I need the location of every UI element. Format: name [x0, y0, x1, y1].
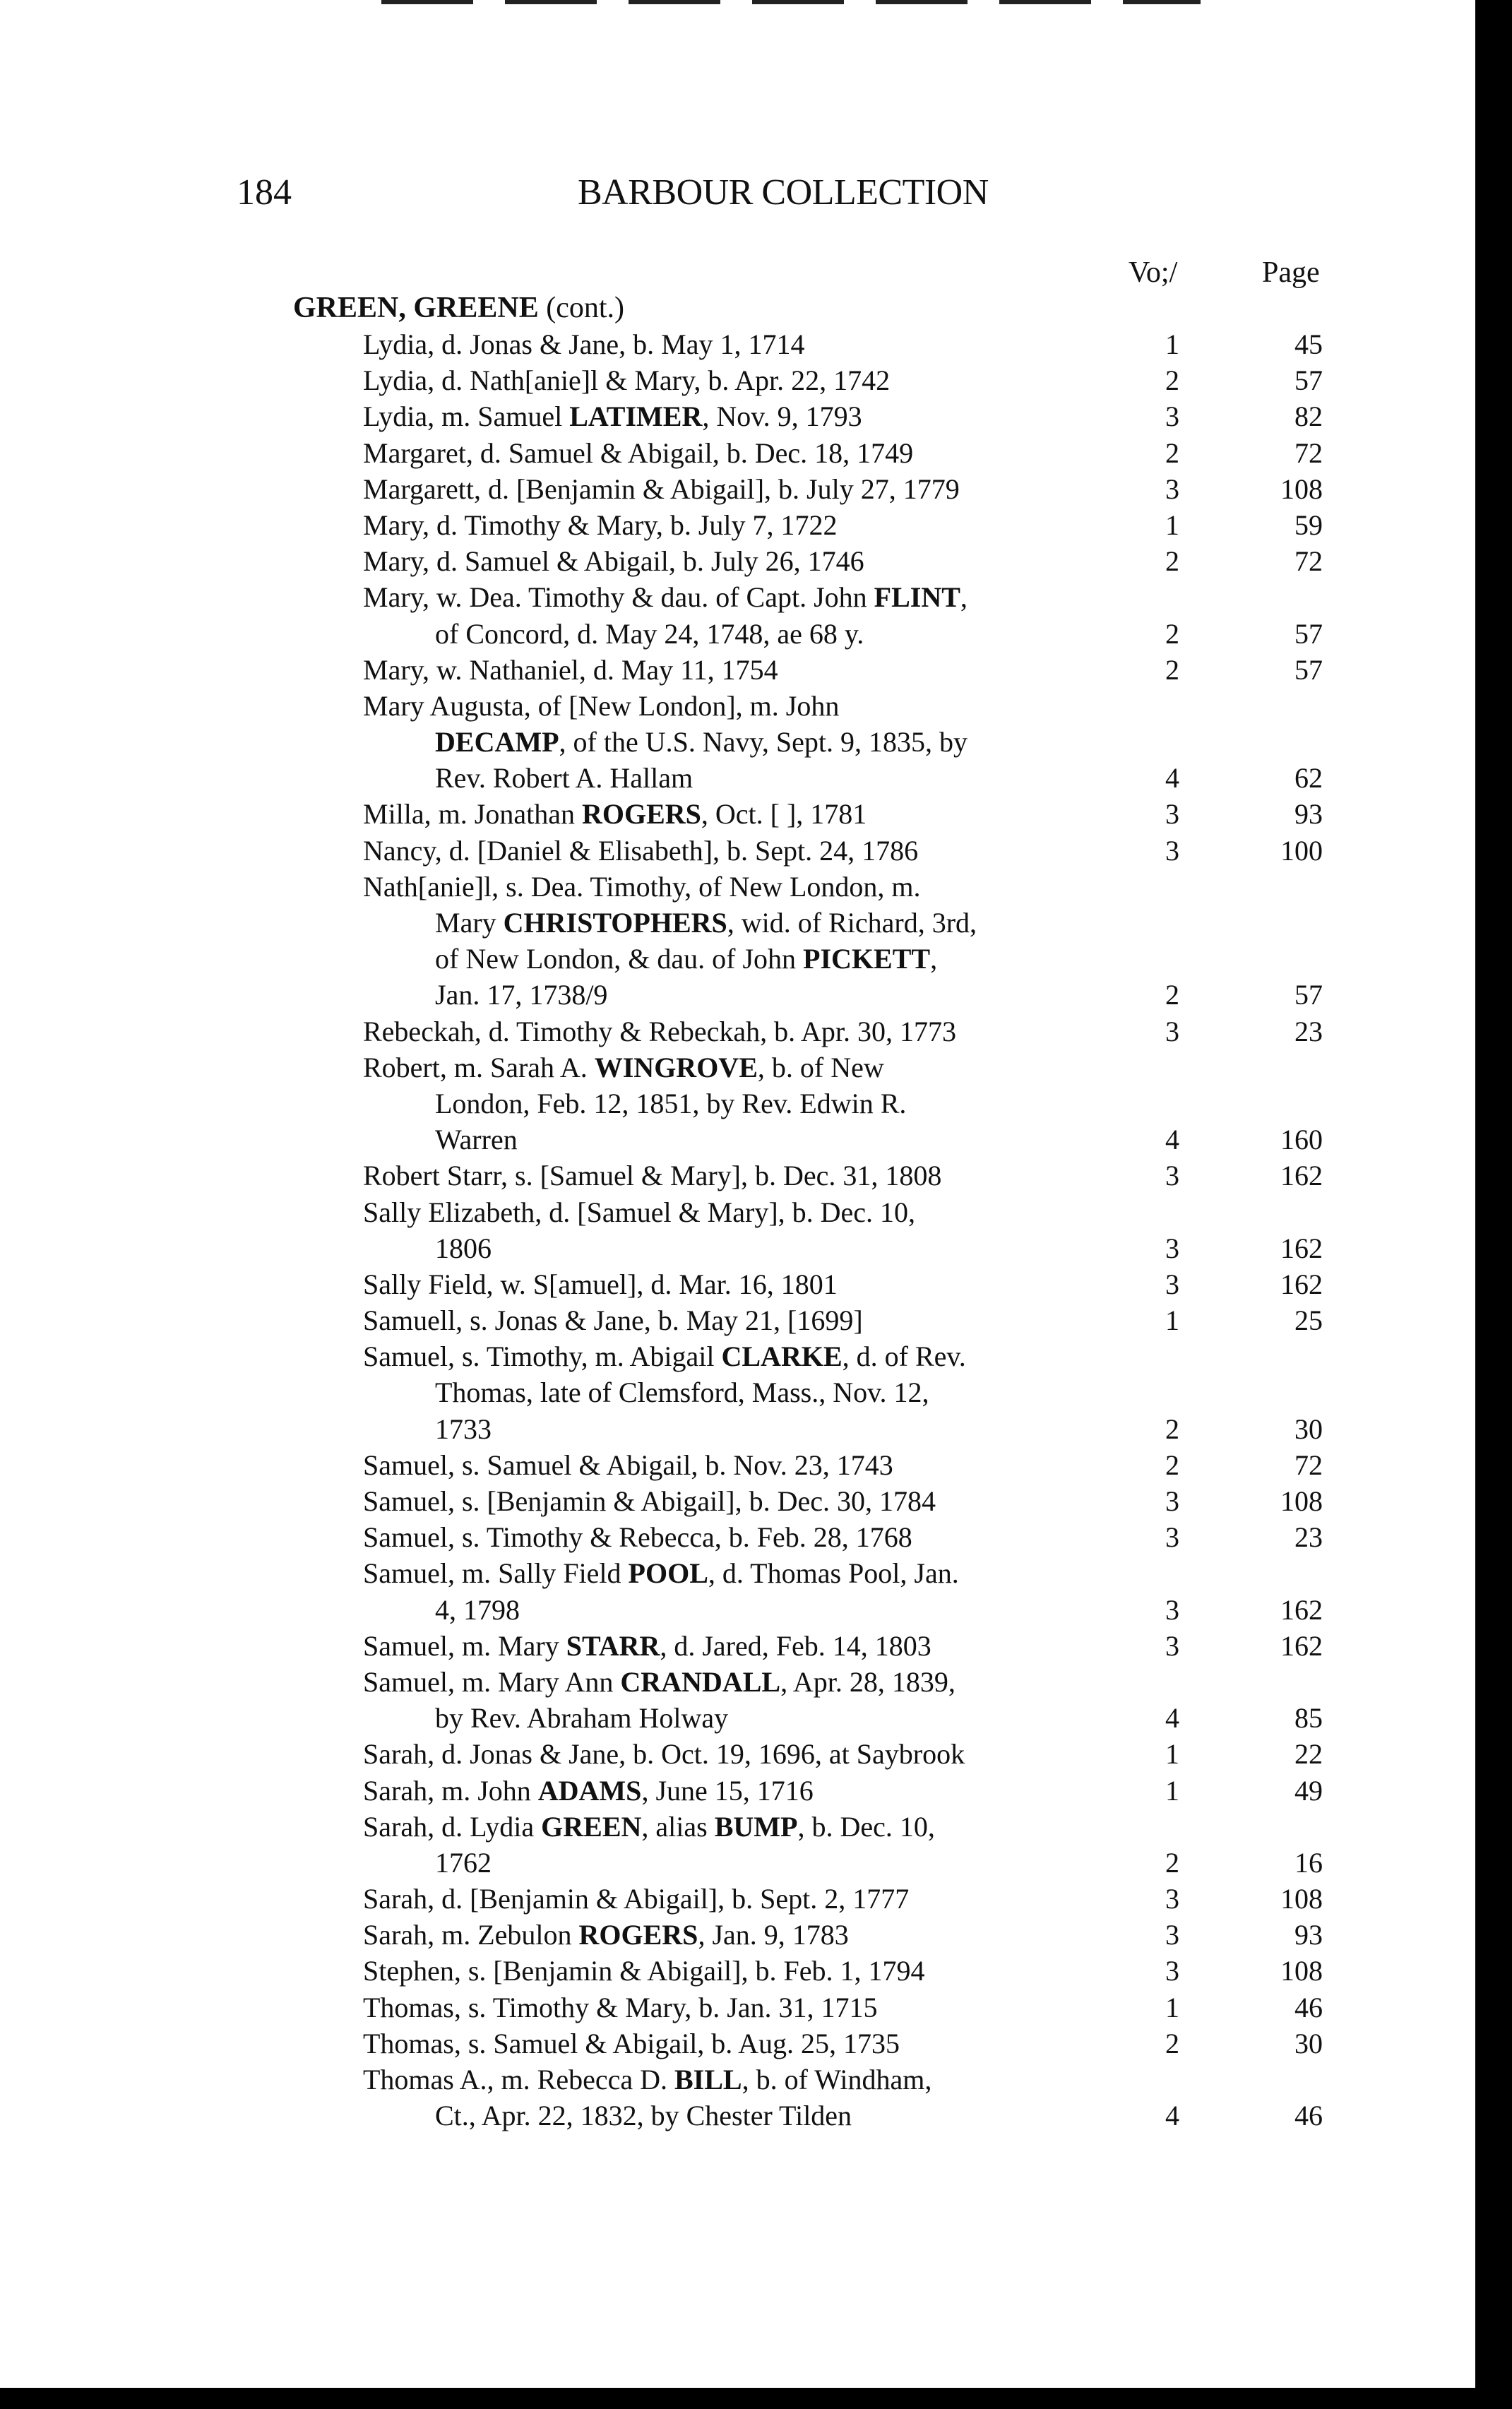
entry-row — [0, 1266, 1512, 1302]
entry-page: 100 — [1280, 834, 1323, 867]
entry-continuation-row — [0, 977, 1512, 1013]
entry-volume: 1 — [1165, 1774, 1179, 1807]
entry-continuation-row — [0, 1374, 1512, 1410]
entry-page: 108 — [1280, 1955, 1323, 1987]
entry-row — [0, 1013, 1512, 1049]
entry-page: 23 — [1294, 1521, 1323, 1554]
surname-name: GREEN, GREENE — [293, 292, 539, 324]
entry-volume: 3 — [1165, 400, 1179, 433]
entry-text: London, Feb. 12, 1851, by Rev. Edwin R. — [435, 1087, 907, 1119]
entry-text: Samuel, s. Timothy & Rebecca, b. Feb. 28, 1768 — [363, 1521, 912, 1554]
entry-row — [0, 688, 1512, 724]
entry-text: Mary CHRISTOPHERS, wid. of Richard, 3rd, — [435, 907, 977, 939]
entry-row — [0, 1194, 1512, 1230]
entry-row — [0, 833, 1512, 869]
entry-row — [0, 326, 1512, 362]
entry-page: 57 — [1294, 617, 1323, 650]
entry-page: 82 — [1294, 400, 1323, 433]
entry-continuation-row — [0, 760, 1512, 796]
entry-continuation-row — [0, 1592, 1512, 1628]
entry-text: Sally Elizabeth, d. [Samuel & Mary], b. Dec. 10, — [363, 1196, 916, 1228]
entry-text: Thomas, s. Timothy & Mary, b. Jan. 31, 1715 — [363, 1991, 878, 2023]
entry-row — [0, 2062, 1512, 2098]
entry-volume: 3 — [1165, 472, 1179, 505]
entry-page: 30 — [1294, 2027, 1323, 2059]
entry-page: 16 — [1294, 1846, 1323, 1879]
entry-volume: 4 — [1165, 762, 1179, 795]
surname-suffix: (cont.) — [538, 292, 625, 324]
entry-text: Sally Field, w. S[amuel], d. Mar. 16, 1801 — [363, 1268, 838, 1300]
entry-page: 162 — [1280, 1160, 1323, 1192]
entries-list — [0, 326, 1512, 2134]
entry-text: Thomas, late of Clemsford, Mass., Nov. 12, — [435, 1376, 929, 1409]
entry-text: 4, 1798 — [435, 1593, 520, 1626]
entry-volume: 4 — [1165, 2100, 1179, 2132]
entry-text: Rev. Robert A. Hallam — [435, 762, 694, 795]
entry-row — [0, 1809, 1512, 1845]
entry-text: Sarah, d. Lydia GREEN, alias BUMP, b. Dec. 10, — [363, 1810, 935, 1843]
entry-continuation-row — [0, 616, 1512, 652]
entry-continuation-row — [0, 724, 1512, 760]
entry-row — [0, 1989, 1512, 2026]
entry-page: 59 — [1294, 508, 1323, 541]
entry-page: 30 — [1294, 1412, 1323, 1445]
entry-text: Warren — [435, 1124, 518, 1156]
entry-text: Robert Starr, s. [Samuel & Mary], b. Dec. 31, 1808 — [363, 1160, 942, 1192]
entry-text: Jan. 17, 1738/9 — [435, 979, 608, 1011]
entry-text: Thomas A., m. Rebecca D. BILL, b. of Windham, — [363, 2064, 932, 2095]
entry-volume: 1 — [1165, 508, 1179, 541]
surname-heading — [293, 291, 624, 325]
entry-row — [0, 796, 1512, 832]
entry-continuation-row — [0, 941, 1512, 977]
entry-volume: 3 — [1165, 1883, 1179, 1915]
entry-volume: 1 — [1165, 1991, 1179, 2023]
entry-text: DECAMP, of the U.S. Navy, Sept. 9, 1835, by — [435, 726, 968, 759]
entry-text: Lydia, d. Nath[anie]l & Mary, b. Apr. 22, 1742 — [363, 364, 891, 397]
entry-volume: 2 — [1165, 653, 1179, 686]
entry-row — [0, 1664, 1512, 1700]
entry-text: Margarett, d. [Benjamin & Abigail], b. July 27, 1779 — [363, 472, 960, 505]
entry-text: Samuel, m. Sally Field POOL, d. Thomas Pool, Jan. — [363, 1557, 959, 1590]
entry-text: Samuel, s. [Benjamin & Abigail], b. Dec. 30, 1784 — [363, 1485, 936, 1517]
entry-text: of New London, & dau. of John PICKETT, — [435, 943, 938, 975]
entry-text: of Concord, d. May 24, 1748, ae 68 y. — [435, 617, 864, 650]
entry-row — [0, 362, 1512, 398]
entry-row — [0, 1483, 1512, 1519]
entry-volume: 1 — [1165, 1738, 1179, 1771]
entry-continuation-row — [0, 1411, 1512, 1447]
entry-text: 1806 — [435, 1232, 492, 1264]
entry-continuation-row — [0, 1700, 1512, 1736]
entry-volume: 2 — [1165, 1412, 1179, 1445]
entry-text: Thomas, s. Samuel & Abigail, b. Aug. 25, 1735 — [363, 2027, 900, 2059]
entry-row — [0, 1158, 1512, 1194]
entry-row — [0, 435, 1512, 471]
entry-row — [0, 1917, 1512, 1953]
entry-continuation-row — [0, 1845, 1512, 1881]
entry-volume: 3 — [1165, 1955, 1179, 1987]
entry-page: 162 — [1280, 1268, 1323, 1300]
entry-continuation-row — [0, 2098, 1512, 2134]
entry-text: Nancy, d. [Daniel & Elisabeth], b. Sept. 24, 1786 — [363, 834, 919, 867]
entry-text: Mary, d. Timothy & Mary, b. July 7, 1722 — [363, 508, 838, 541]
entry-page: 72 — [1294, 1449, 1323, 1481]
entry-page: 162 — [1280, 1629, 1323, 1662]
entry-page: 22 — [1294, 1738, 1323, 1771]
entry-volume: 2 — [1165, 1449, 1179, 1481]
entry-page: 93 — [1294, 798, 1323, 831]
entry-continuation-row — [0, 905, 1512, 941]
entry-volume: 3 — [1165, 1521, 1179, 1554]
entry-row — [0, 1881, 1512, 1917]
entry-page: 25 — [1294, 1304, 1323, 1337]
page-number: 184 — [237, 172, 292, 213]
entry-page: 162 — [1280, 1232, 1323, 1264]
entry-page: 85 — [1294, 1702, 1323, 1735]
entry-continuation-row — [0, 1230, 1512, 1266]
entry-text: Sarah, d. Jonas & Jane, b. Oct. 19, 1696, at Saybrook — [363, 1738, 965, 1771]
entry-text: Mary, w. Dea. Timothy & dau. of Capt. John FLINT, — [363, 581, 968, 614]
entry-row — [0, 1628, 1512, 1664]
entry-row — [0, 1519, 1512, 1555]
entry-volume: 3 — [1165, 1160, 1179, 1192]
entry-text: Mary Augusta, of [New London], m. John — [363, 689, 840, 722]
entry-text: Nath[anie]l, s. Dea. Timothy, of New London, m. — [363, 870, 921, 903]
entry-volume: 1 — [1165, 1304, 1179, 1337]
entry-text: Milla, m. Jonathan ROGERS, Oct. [ ], 1781 — [363, 798, 867, 831]
page-column-header: Page — [1262, 256, 1320, 289]
entry-page: 23 — [1294, 1015, 1323, 1047]
entry-row — [0, 869, 1512, 905]
entry-text: by Rev. Abraham Holway — [435, 1702, 729, 1735]
entry-volume: 2 — [1165, 1846, 1179, 1879]
entry-text: Stephen, s. [Benjamin & Abigail], b. Feb. 1, 1794 — [363, 1955, 925, 1987]
entry-page: 93 — [1294, 1919, 1323, 1951]
entry-text: Samuel, s. Timothy, m. Abigail CLARKE, d. of Rev. — [363, 1340, 966, 1373]
entry-row — [0, 1736, 1512, 1772]
entry-continuation-row — [0, 1085, 1512, 1122]
entry-row — [0, 1447, 1512, 1483]
entry-volume: 2 — [1165, 436, 1179, 469]
entry-volume: 2 — [1165, 545, 1179, 578]
entry-page: 57 — [1294, 979, 1323, 1011]
entry-text: 1733 — [435, 1412, 492, 1445]
entry-page: 72 — [1294, 545, 1323, 578]
entry-text: Ct., Apr. 22, 1832, by Chester Tilden — [435, 2100, 852, 2132]
entry-row — [0, 1953, 1512, 1989]
entry-page: 57 — [1294, 364, 1323, 397]
entry-volume: 2 — [1165, 617, 1179, 650]
entry-volume: 3 — [1165, 1593, 1179, 1626]
entry-row — [0, 471, 1512, 507]
entry-page: 108 — [1280, 472, 1323, 505]
entry-volume: 2 — [1165, 364, 1179, 397]
entry-row — [0, 398, 1512, 434]
entry-page: 45 — [1294, 328, 1323, 360]
entry-volume: 3 — [1165, 1015, 1179, 1047]
entry-text: Lydia, d. Jonas & Jane, b. May 1, 1714 — [363, 328, 805, 360]
entry-row — [0, 1555, 1512, 1591]
entry-page: 160 — [1280, 1124, 1323, 1156]
entry-text: Sarah, m. John ADAMS, June 15, 1716 — [363, 1774, 814, 1807]
entry-text: Samuel, m. Mary Ann CRANDALL, Apr. 28, 1839, — [363, 1665, 956, 1698]
entry-volume: 4 — [1165, 1702, 1179, 1735]
entry-volume: 3 — [1165, 1919, 1179, 1951]
entry-volume: 3 — [1165, 1268, 1179, 1300]
volume-column-header: Vo;/ — [1129, 256, 1178, 289]
entry-row — [0, 652, 1512, 688]
entry-page: 62 — [1294, 762, 1323, 795]
entry-row — [0, 1302, 1512, 1338]
entry-row — [0, 579, 1512, 615]
entry-volume: 4 — [1165, 1124, 1179, 1156]
entry-volume: 3 — [1165, 1485, 1179, 1517]
entry-continuation-row — [0, 1122, 1512, 1158]
entry-row — [0, 1773, 1512, 1809]
entry-page: 72 — [1294, 436, 1323, 469]
entry-page: 162 — [1280, 1593, 1323, 1626]
entry-text: Samuell, s. Jonas & Jane, b. May 21, [1699] — [363, 1304, 863, 1337]
entry-page: 108 — [1280, 1485, 1323, 1517]
entry-text: Samuel, m. Mary STARR, d. Jared, Feb. 14, 1803 — [363, 1629, 931, 1662]
entry-text: Mary, w. Nathaniel, d. May 11, 1754 — [363, 653, 778, 686]
entry-text: Lydia, m. Samuel LATIMER, Nov. 9, 1793 — [363, 400, 862, 433]
entry-text: Robert, m. Sarah A. WINGROVE, b. of New — [363, 1051, 884, 1083]
entry-volume: 3 — [1165, 834, 1179, 867]
entry-text: Sarah, m. Zebulon ROGERS, Jan. 9, 1783 — [363, 1919, 849, 1951]
entry-row — [0, 507, 1512, 543]
entry-volume: 3 — [1165, 1232, 1179, 1264]
entry-text: Margaret, d. Samuel & Abigail, b. Dec. 18, 1749 — [363, 436, 914, 469]
page-header — [237, 172, 1367, 221]
entry-page: 49 — [1294, 1774, 1323, 1807]
entry-text: Sarah, d. [Benjamin & Abigail], b. Sept. 2, 1777 — [363, 1883, 910, 1915]
entry-text: 1762 — [435, 1846, 492, 1879]
entry-volume: 1 — [1165, 328, 1179, 360]
entry-volume: 3 — [1165, 1629, 1179, 1662]
entry-volume: 2 — [1165, 2027, 1179, 2059]
entry-page: 108 — [1280, 1883, 1323, 1915]
entry-row — [0, 1049, 1512, 1085]
entry-row — [0, 543, 1512, 579]
entry-row — [0, 2026, 1512, 2062]
entry-page: 57 — [1294, 653, 1323, 686]
entry-page: 46 — [1294, 2100, 1323, 2132]
entry-page: 46 — [1294, 1991, 1323, 2023]
collection-title: BARBOUR COLLECTION — [578, 172, 989, 213]
entry-text: Rebeckah, d. Timothy & Rebeckah, b. Apr. 30, 1773 — [363, 1015, 956, 1047]
entry-volume: 3 — [1165, 798, 1179, 831]
entry-text: Samuel, s. Samuel & Abigail, b. Nov. 23, 1743 — [363, 1449, 893, 1481]
entry-volume: 2 — [1165, 979, 1179, 1011]
entry-row — [0, 1338, 1512, 1374]
entry-text: Mary, d. Samuel & Abigail, b. July 26, 1746 — [363, 545, 864, 578]
